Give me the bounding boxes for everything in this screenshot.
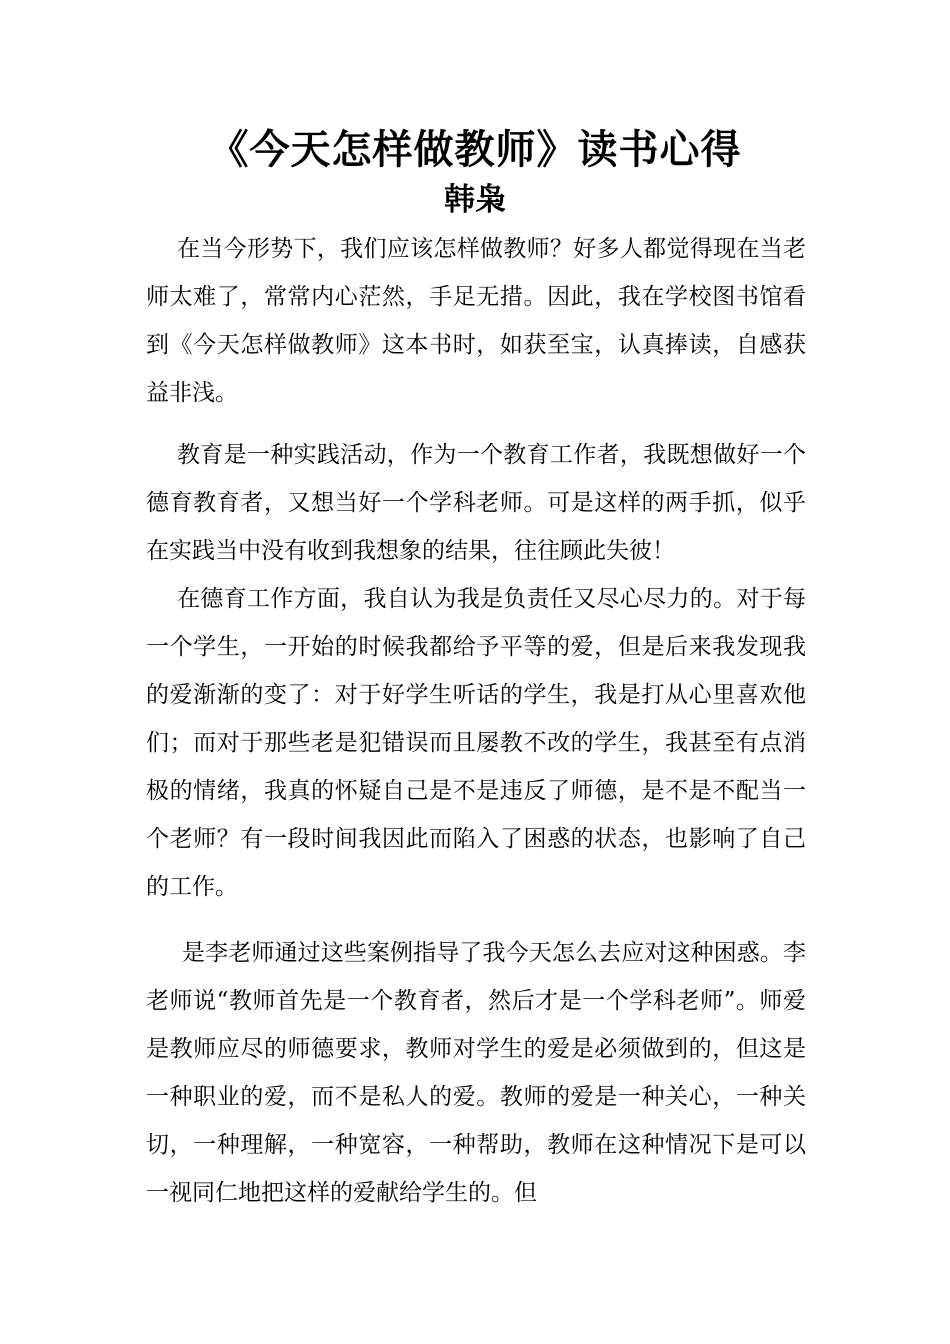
author-name: 韩枭 xyxy=(444,182,506,218)
paragraph: 教育是一种实践活动，作为一个教育工作者，我既想做好一个德育教育者，又想当好一个学科老师。可是这样的两手抓，似乎在实践当中没有收到我想象的结果，往往顾此失彼！ xyxy=(146,442,806,564)
paragraph: 在当今形势下，我们应该怎样做教师？好多人都觉得现在当老师太难了，常常内心茫然，手足无措。因此，我在学校图书馆看到《今天怎样做教师》这本书时，如获至宝，认真捧读，自感获益非浅。 xyxy=(146,236,806,406)
paragraph: 在德育工作方面，我自认为我是负责任又尽心尽力的。对于每一个学生，一开始的时候我都给予平等的爱，但是后来我发现我的爱渐渐的变了：对于好学生听话的学生，我是打从心里喜欢他们；而对于那些老是犯错误而且屡教不改的学生，我甚至有点消极的情绪，我真的怀疑自己是不是违反了师德，是不是不配当一个老师？有一段时间我因此而陷入了困惑的状态，也影响了自己的工作。 xyxy=(146,586,806,900)
paragraph: 是李老师通过这些案例指导了我今天怎么去应对这种困惑。李老师说“教师首先是一个教育者，然后才是一个学科老师”。师爱是教师应尽的师德要求，教师对学生的爱是必须做到的，但这是一种职业的爱，而不是私人的爱。教师的爱是一种关心，一种关切，一种理解，一种宽容，一种帮助，教师在这种情况下是可以一视同仁地把这样的爱献给学生的。但 xyxy=(146,940,806,1206)
document-body xyxy=(146,225,806,1217)
document-title: 《今天怎样做教师》读书心得 xyxy=(208,127,742,173)
